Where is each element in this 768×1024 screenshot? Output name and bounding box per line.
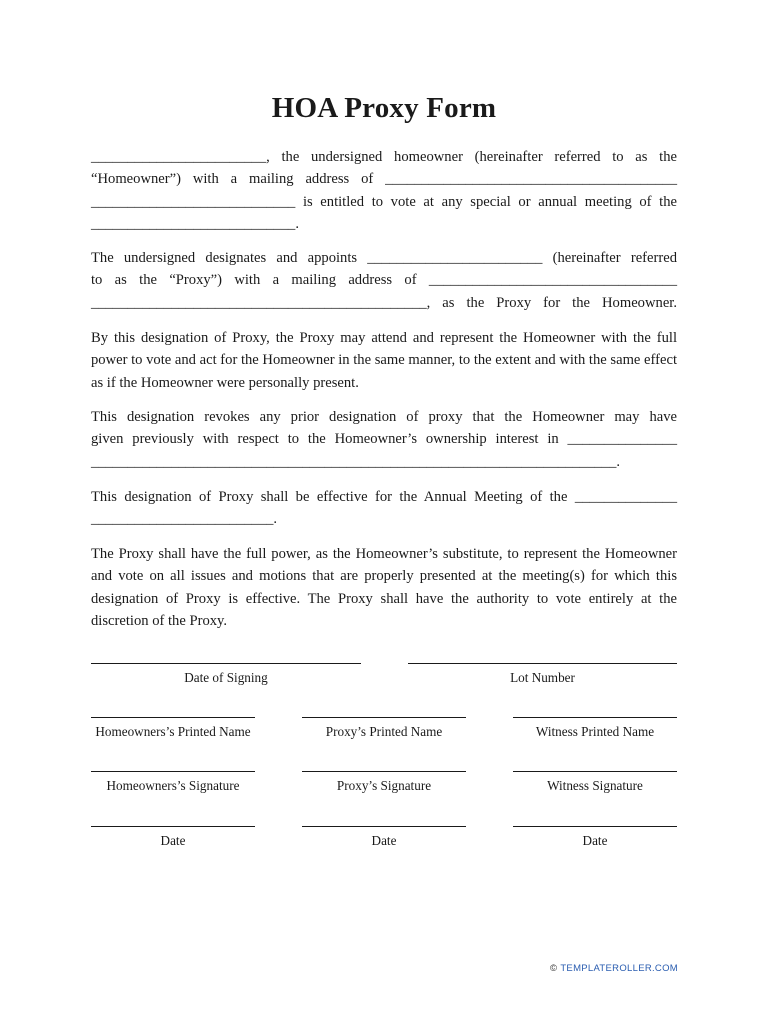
signature-line (91, 717, 255, 718)
text-line: to as the “Proxy”) with a mailing address of __________________________________ (91, 272, 677, 289)
field-label: Homeowners’s Printed Name (95, 724, 251, 739)
homeowner-signature-field[interactable] (91, 771, 255, 794)
proxy-appointment-paragraph (91, 247, 677, 314)
text-line: given previously with respect to the Homeowner’s ownership interest in _______________ (91, 431, 677, 448)
field-label: Lot Number (510, 670, 575, 685)
text-line: ________________________________________________________________________. (91, 453, 621, 470)
text-line: ________________________, the undersigned homeowner (hereinafter referred to as the (91, 149, 677, 165)
effective-meeting-paragraph (91, 486, 677, 531)
revocation-paragraph (91, 406, 677, 473)
proxy-printed-name-field[interactable] (302, 717, 466, 740)
signature-line (91, 771, 255, 772)
signature-line (513, 717, 677, 718)
text-line: ______________________________________________, as the Proxy for the Homeowner. (91, 294, 677, 311)
text-line: _________________________. (91, 511, 278, 528)
signature-line (91, 826, 255, 827)
text-line: ____________________________ is entitled to vote at any special or annual meeting of the (91, 193, 677, 210)
field-label: Date of Signing (184, 670, 268, 685)
text-line: “Homeowner”) with a mailing address of ________________________________________ (91, 171, 677, 188)
signature-line (513, 771, 677, 772)
signature-line (408, 663, 677, 664)
date-of-signing-field[interactable] (91, 663, 361, 686)
page-title: HOA Proxy Form (271, 92, 497, 124)
signature-line (302, 771, 466, 772)
proxy-date-field[interactable] (302, 826, 466, 849)
lot-number-field[interactable] (408, 663, 677, 686)
homeowner-date-field[interactable] (91, 826, 255, 849)
field-label: Date (371, 833, 397, 848)
signature-line (302, 717, 466, 718)
field-label: Date (582, 833, 608, 848)
text-line: ____________________________. (91, 216, 299, 233)
witness-printed-name-field[interactable] (513, 717, 677, 740)
substitute-powers-paragraph: The Proxy shall have the full power, as the Homeowner’s substitute, to represent the Homeowner and vote on all issues and motions that are properly presented at the meeting(s) for which this designation of Proxy is effective. The Proxy shall have the authority to vote entirely at the discretion of the Proxy. (91, 546, 677, 630)
proxy-signature-field[interactable] (302, 771, 466, 794)
site-link[interactable]: TEMPLATEROLLER.COM (560, 963, 678, 974)
witness-date-field[interactable] (513, 826, 677, 849)
field-label: Homeowners’s Signature (106, 778, 240, 793)
field-label: Date (160, 833, 186, 848)
copyright-icon: © (550, 963, 558, 974)
text-line: This designation revokes any prior designation of proxy that the Homeowner may have (91, 409, 677, 425)
signature-line (302, 826, 466, 827)
footer-watermark (550, 963, 678, 974)
homeowner-printed-name-field[interactable] (91, 717, 255, 740)
signature-line (513, 826, 677, 827)
text-line: The undersigned designates and appoints ________________________ (hereinafter referred (91, 250, 677, 266)
field-label: Proxy’s Signature (336, 778, 432, 793)
text-line: This designation of Proxy shall be effective for the Annual Meeting of the ______________ (91, 489, 677, 505)
field-label: Witness Printed Name (535, 724, 655, 739)
homeowner-paragraph (91, 146, 677, 236)
proxy-powers-paragraph: By this designation of Proxy, the Proxy may attend and represent the Homeowner with the full power to vote and act for the Homeowner in the same manner, to the extent and with the same effect as if the Homeowner were personally present. (91, 330, 677, 391)
field-label: Proxy’s Printed Name (325, 724, 443, 739)
signature-line (91, 663, 361, 664)
field-label: Witness Signature (547, 778, 643, 793)
witness-signature-field[interactable] (513, 771, 677, 794)
